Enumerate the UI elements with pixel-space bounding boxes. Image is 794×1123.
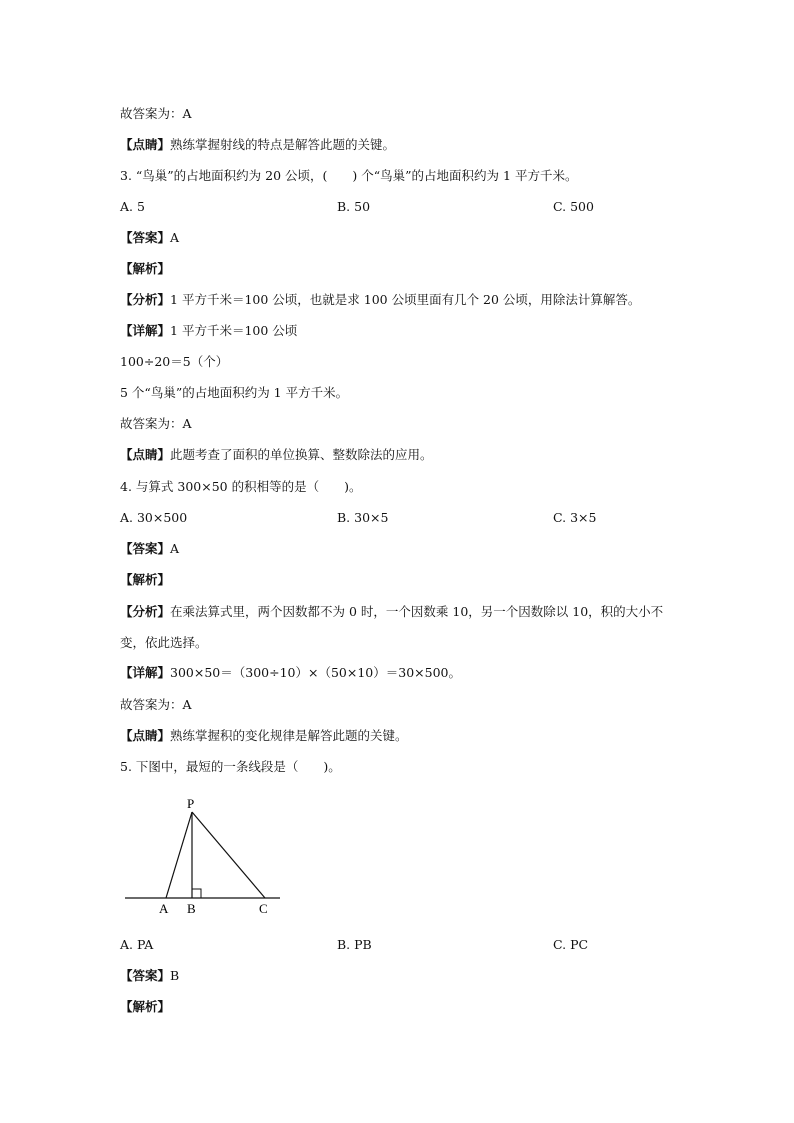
triangle-figure bbox=[120, 792, 290, 922]
q4-option-b: B. 30×5 bbox=[337, 510, 389, 525]
label-c: C bbox=[259, 901, 268, 916]
q5-stem: 5. 下图中，最短的一条线段是（ )。 bbox=[120, 759, 341, 774]
q3-fenxi: 【分析】1 平方千米＝100 公顷，也就是求 100 公顷里面有几个 20 公顷，用除法计算解答。 bbox=[120, 292, 641, 307]
q4-option-a: A. 30×500 bbox=[120, 510, 188, 525]
q5-answer: 【答案】B bbox=[120, 968, 180, 983]
label-p: P bbox=[187, 796, 195, 811]
q4-fenxi: 【分析】在乘法算式里，两个因数都不为 0 时，一个因数乘 10，另一个因数除以 10，积的大小不变，依此选择。 bbox=[120, 604, 664, 650]
q3-answer: 【答案】A bbox=[120, 230, 180, 245]
q4-analysis-heading: 【解析】 bbox=[120, 572, 171, 587]
q4-answer: 【答案】A bbox=[120, 541, 180, 556]
prev-dianjing: 【点睛】熟练掌握射线的特点是解答此题的关键。 bbox=[120, 137, 396, 152]
q3-analysis-heading: 【解析】 bbox=[120, 261, 171, 276]
q4-dianjing: 【点睛】熟练掌握积的变化规律是解答此题的关键。 bbox=[120, 728, 408, 743]
q3-option-a: A. 5 bbox=[120, 199, 145, 214]
q3-calc-line: 100÷20＝5（个） bbox=[120, 354, 229, 369]
right-angle-mark bbox=[192, 889, 201, 898]
q5-option-b: B. PB bbox=[337, 937, 372, 952]
q3-option-c: C. 500 bbox=[553, 199, 594, 214]
q3-conclusion: 5 个“鸟巢”的占地面积约为 1 平方千米。 bbox=[120, 385, 349, 400]
q3-final-answer: 故答案为：A bbox=[120, 416, 192, 431]
segment-pa bbox=[166, 812, 192, 898]
label-a: A bbox=[159, 901, 169, 916]
segment-pc bbox=[192, 812, 265, 898]
q5-option-c: C. PC bbox=[553, 937, 589, 952]
prev-final-answer: 故答案为：A bbox=[120, 106, 192, 121]
q3-option-b: B. 50 bbox=[337, 199, 371, 214]
q3-xiangjie: 【详解】1 平方千米＝100 公顷 bbox=[120, 323, 298, 338]
q5-analysis-heading: 【解析】 bbox=[120, 999, 171, 1014]
q5-option-a: A. PA bbox=[120, 937, 154, 952]
label-b: B bbox=[187, 901, 196, 916]
q4-stem: 4. 与算式 300×50 的积相等的是（ )。 bbox=[120, 479, 362, 494]
q4-option-c: C. 3×5 bbox=[553, 510, 597, 525]
q4-final-answer: 故答案为：A bbox=[120, 697, 192, 712]
q4-xiangjie: 【详解】300×50＝（300÷10）×（50×10）＝30×500。 bbox=[120, 665, 461, 680]
q3-dianjing: 【点睛】此题考查了面积的单位换算、整数除法的应用。 bbox=[120, 447, 433, 462]
q3-stem: 3. “鸟巢”的占地面积约为 20 公顷，( ) 个“鸟巢”的占地面积约为 1 平方千米。 bbox=[120, 168, 578, 183]
